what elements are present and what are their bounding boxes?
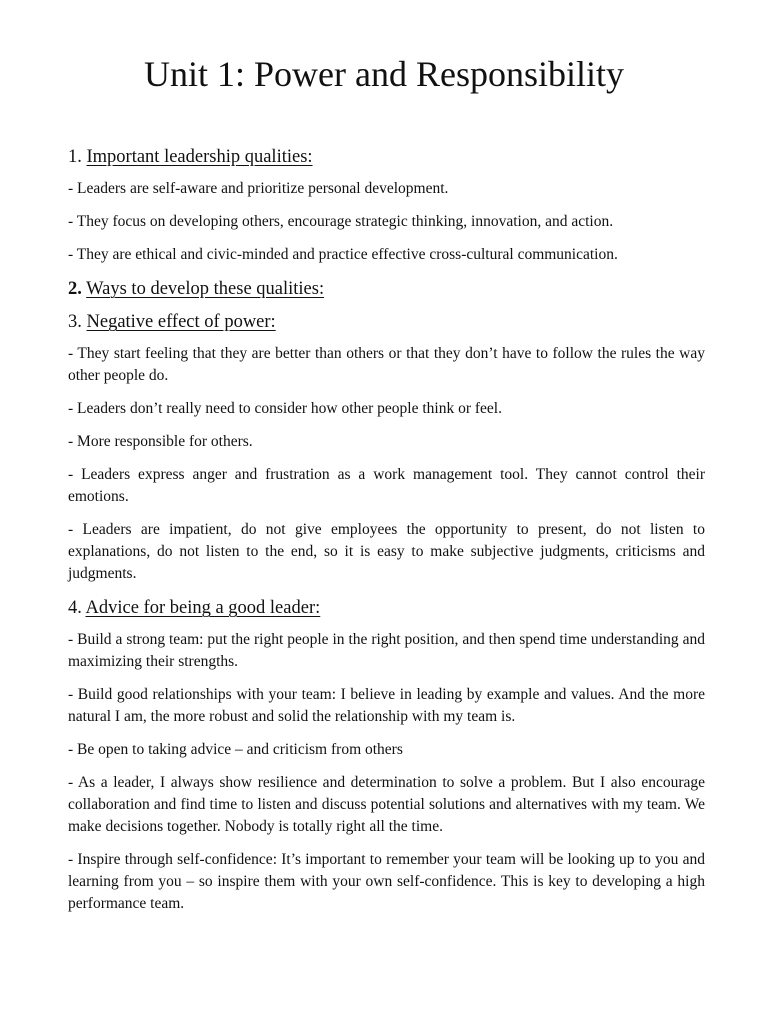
bullet-paragraph: - Leaders are self-aware and prioritize personal development. — [68, 180, 449, 197]
page-title: Unit 1: Power and Responsibility — [144, 54, 624, 94]
section-heading — [68, 310, 705, 334]
section-heading — [68, 596, 705, 620]
section-negative-effect — [68, 310, 705, 585]
document-body — [68, 145, 705, 926]
section-title: Ways to develop these qualities: — [86, 279, 325, 299]
section-develop-qualities — [68, 277, 705, 301]
bullet-paragraph: - As a leader, I always show resilience and determination to solve a problem. But I also encourage collaboration and find time to listen and discuss potential solutions and alternatives with my team. We make decisions together. Nobody is totally right all the time. — [68, 774, 705, 835]
section-heading — [68, 277, 705, 301]
section-number: 3. — [68, 312, 82, 332]
bullet-paragraph: - Leaders are impatient, do not give employees the opportunity to present, do not listen to explanations, do not listen to the end, so it is easy to make subjective judgments, criticisms and judgments. — [68, 521, 705, 582]
bullet-paragraph: - Leaders express anger and frustration as a work management tool. They cannot control their emotions. — [68, 466, 705, 505]
section-number: 2. — [68, 279, 82, 299]
bullet-paragraph: - More responsible for others. — [68, 433, 253, 450]
section-number: 1. — [68, 147, 82, 167]
bullet-paragraph: - They are ethical and civic-minded and practice effective cross-cultural communication. — [68, 246, 618, 263]
section-title: Important leadership qualities: — [86, 147, 313, 167]
bullet-paragraph: - Be open to taking advice – and criticism from others — [68, 741, 403, 758]
section-number: 4. — [68, 598, 82, 618]
section-title: Advice for being a good leader: — [85, 598, 321, 618]
section-title: Negative effect of power: — [86, 312, 276, 332]
section-advice — [68, 596, 705, 915]
bullet-paragraph: - Inspire through self-confidence: It’s important to remember your team will be looking up to you and learning from you – so inspire them with your own self-confidence. This is key to developing a high performance team. — [68, 851, 705, 912]
bullet-paragraph: - They focus on developing others, encourage strategic thinking, innovation, and action. — [68, 213, 614, 230]
section-leadership-qualities — [68, 145, 705, 266]
bullet-paragraph: - Leaders don’t really need to consider how other people think or feel. — [68, 400, 502, 417]
bullet-paragraph: - Build good relationships with your team: I believe in leading by example and values. And the more natural I am, the more robust and solid the relationship with my team is. — [68, 686, 705, 725]
section-heading — [68, 145, 705, 169]
bullet-paragraph: - They start feeling that they are better than others or that they don’t have to follow the rules the way other people do. — [68, 345, 705, 384]
bullet-paragraph: - Build a strong team: put the right people in the right position, and then spend time understanding and maximizing their strengths. — [68, 631, 705, 670]
